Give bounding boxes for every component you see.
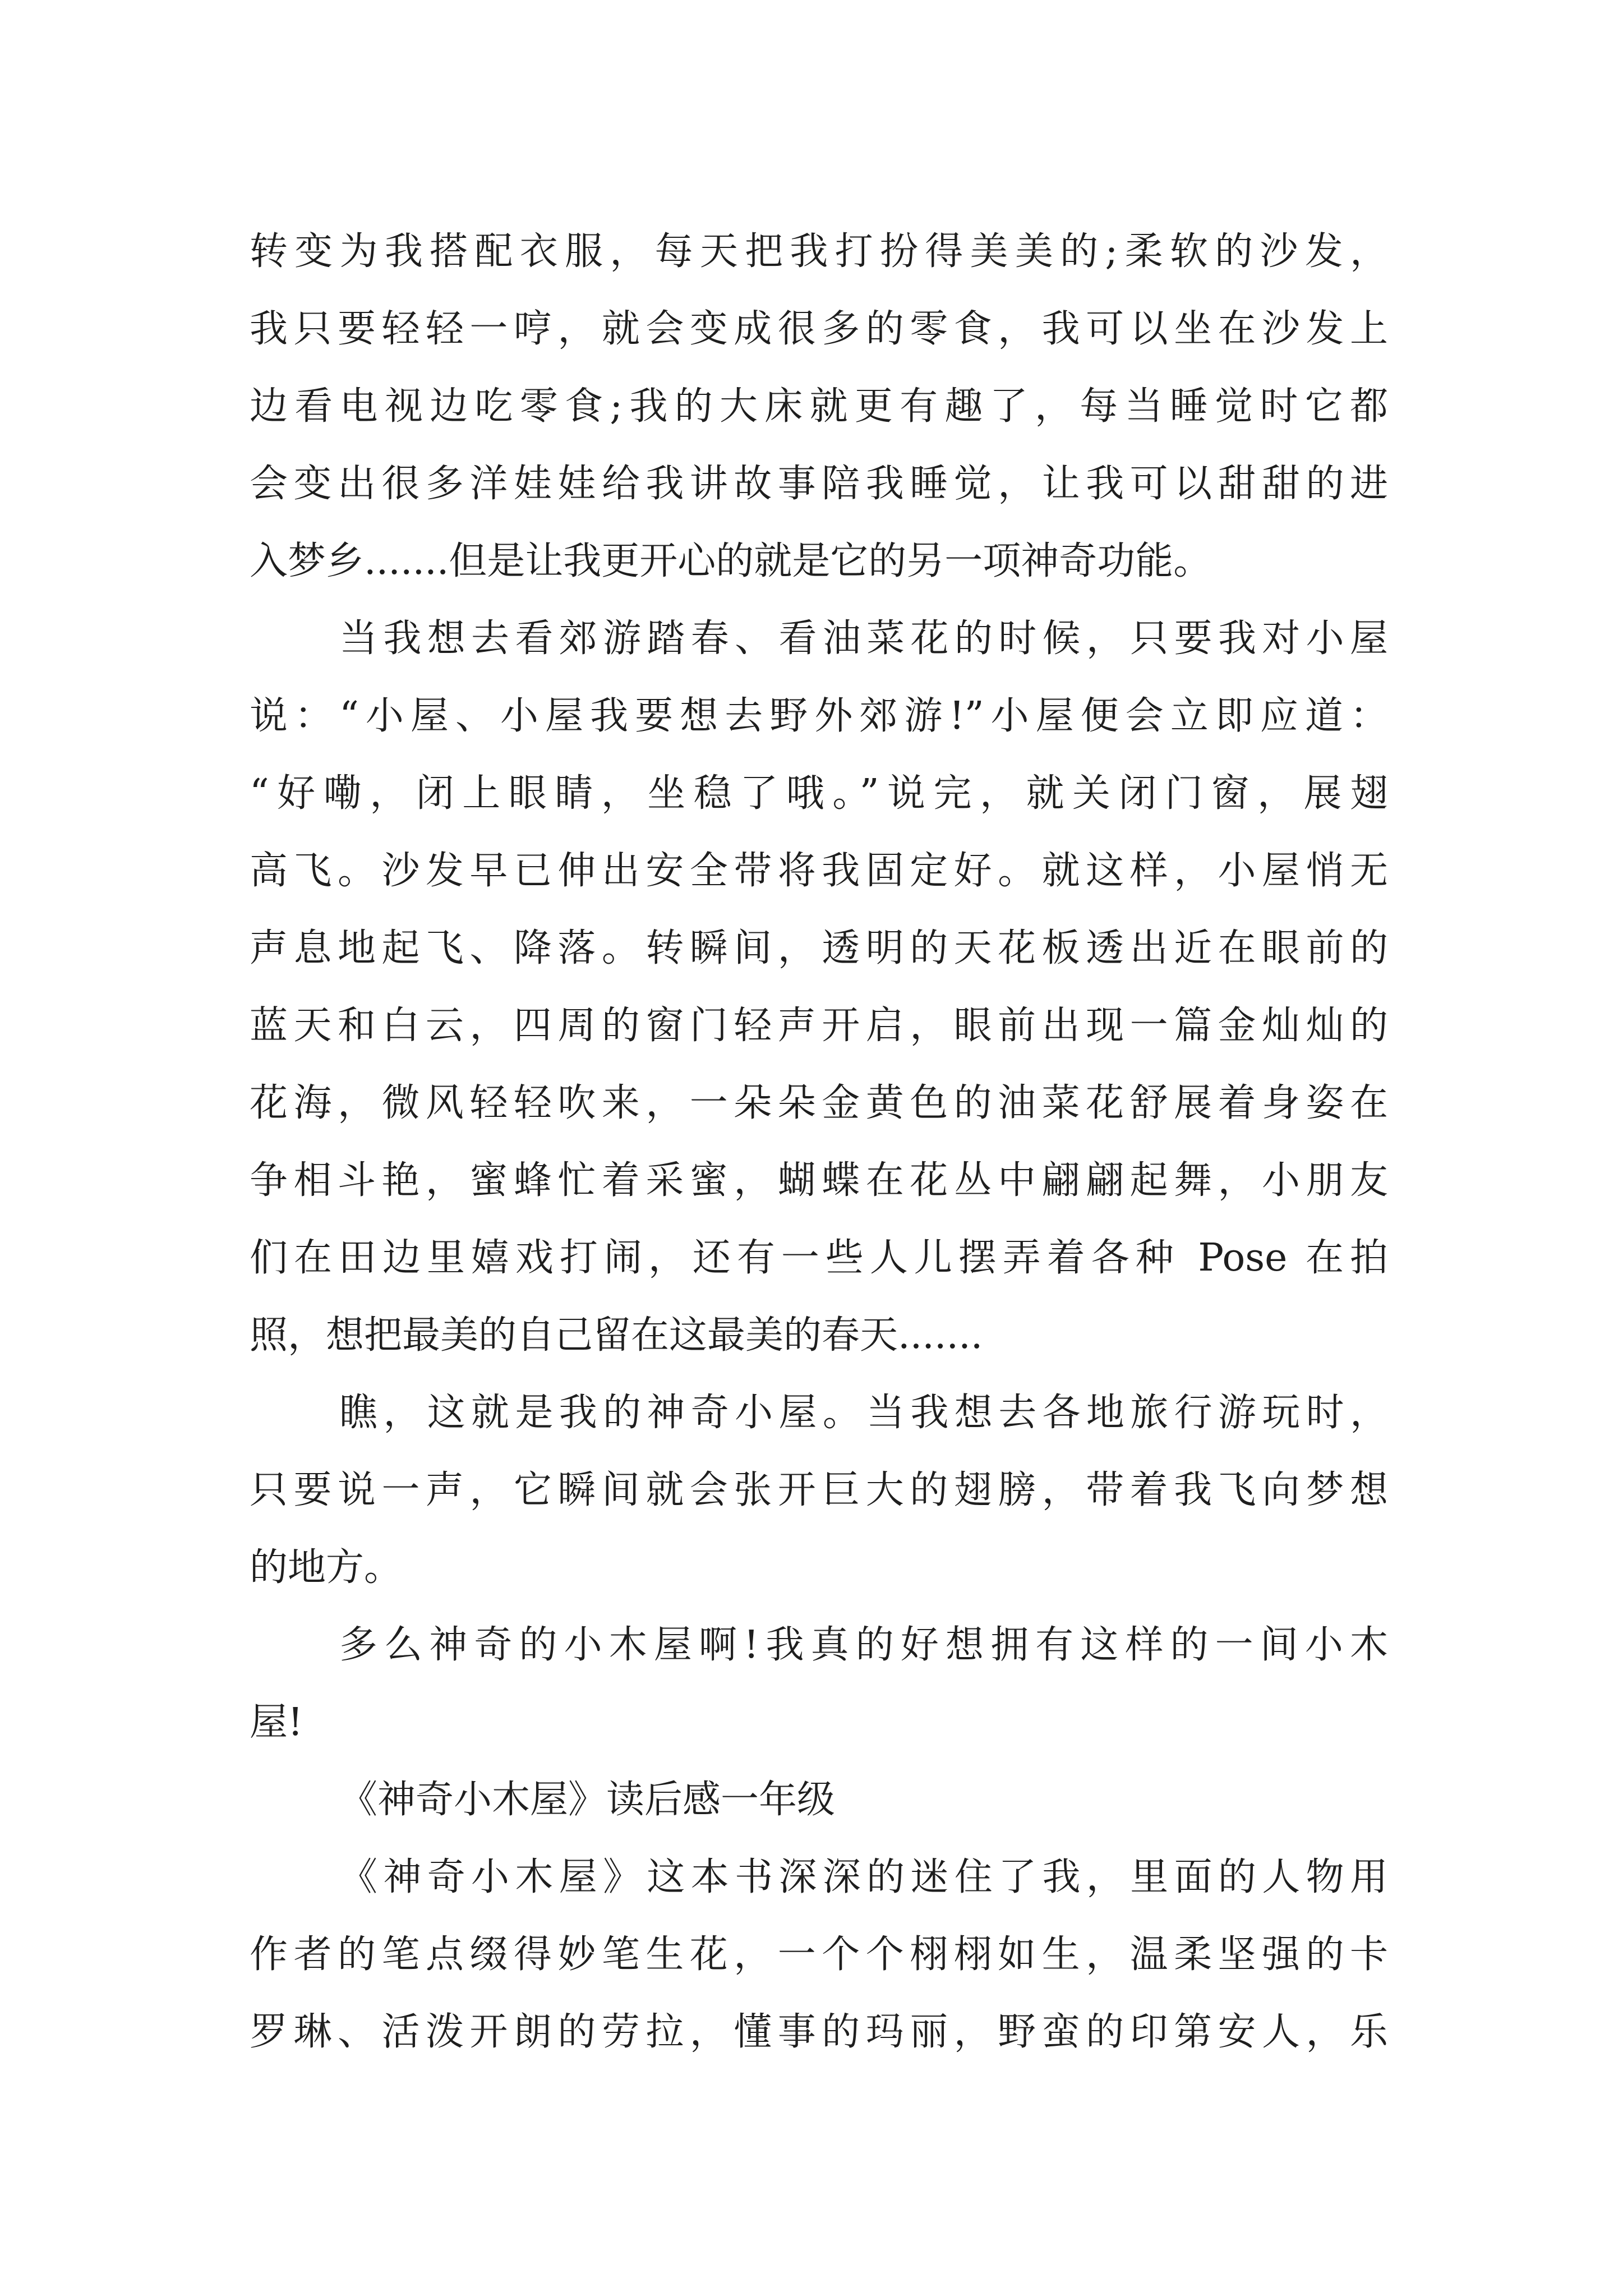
text-line: 瞧，这就是我的神奇小屋。当我想去各地旅行游玩时，: [339, 1391, 1388, 1435]
text-line: 蓝天和白云，四周的窗门轻声开启，眼前出现一篇金灿灿的: [250, 1004, 1388, 1048]
text-line: 们在田边里嬉戏打闹，还有一些人儿摆弄着各种 Pose 在拍: [250, 1236, 1388, 1280]
text-line: 《神奇小木屋》这本书深深的迷住了我，里面的人物用: [339, 1855, 1388, 1899]
text-line: “好嘞，闭上眼睛，坐稳了哦。”说完，就关闭门窗，展翅: [250, 771, 1388, 816]
text-line: 屋!: [250, 1700, 303, 1745]
text-line: 只要说一声，它瞬间就会张开巨大的翅膀，带着我飞向梦想: [250, 1468, 1388, 1512]
text-line: 我只要轻轻一哼，就会变成很多的零食，我可以坐在沙发上: [250, 307, 1388, 351]
text-line: 边看电视边吃零食;我的大床就更有趣了，每当睡觉时它都: [250, 384, 1388, 429]
text-line: 当我想去看郊游踏春、看油菜花的时候，只要我对小屋: [339, 616, 1388, 661]
text-line: 罗琳、活泼开朗的劳拉，懂事的玛丽，野蛮的印第安人，乐: [250, 2010, 1388, 2054]
text-line: 花海，微风轻轻吹来，一朵朵金黄色的油菜花舒展着身姿在: [250, 1081, 1388, 1125]
text-line: 高飞。沙发早已伸出安全带将我固定好。就这样，小屋悄无: [250, 849, 1388, 893]
text-line: 照，想把最美的自己留在这最美的春天.......: [250, 1313, 983, 1358]
text-line: 声息地起飞、降落。转瞬间，透明的天花板透出近在眼前的: [250, 926, 1388, 970]
text-line: 入梦乡.......但是让我更开心的就是它的另一项神奇功能。: [250, 539, 1212, 583]
text-line: 说：“小屋、小屋我要想去野外郊游!”小屋便会立即应道：: [250, 694, 1388, 738]
text-line: 多么神奇的小木屋啊!我真的好想拥有这样的一间小木: [339, 1623, 1388, 1667]
text-line: 作者的笔点缀得妙笔生花，一个个栩栩如生，温柔坚强的卡: [250, 1932, 1388, 1977]
document-body: [250, 213, 1388, 2071]
text-line: 转变为我搭配衣服，每天把我打扮得美美的;柔软的沙发，: [250, 229, 1388, 274]
section-title: 《神奇小木屋》读后感一年级: [339, 1778, 836, 1822]
text-line: 会变出很多洋娃娃给我讲故事陪我睡觉，让我可以甜甜的进: [250, 462, 1388, 506]
text-line: 争相斗艳，蜜蜂忙着采蜜，蝴蝶在花丛中翩翩起舞，小朋友: [250, 1158, 1388, 1203]
text-line: 的地方。: [250, 1545, 403, 1590]
